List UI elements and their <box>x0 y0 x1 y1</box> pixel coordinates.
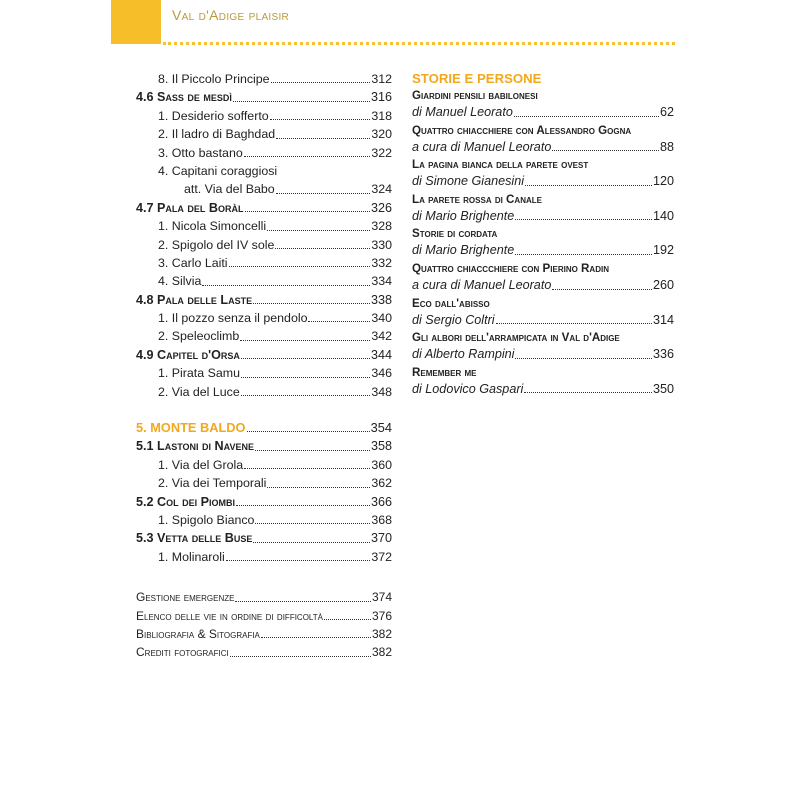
toc-entry-row[interactable] <box>136 309 392 327</box>
story-page: 120 <box>652 174 674 189</box>
story-author-row <box>412 139 674 157</box>
spacer <box>136 401 392 419</box>
toc-section-row[interactable] <box>136 291 392 309</box>
entry-page: 330 <box>371 237 392 252</box>
entry-title: 1. Nicola Simoncelli <box>158 219 267 234</box>
toc-entry-row[interactable] <box>136 456 392 474</box>
story-author-row <box>412 381 674 399</box>
entry-page: 366 <box>370 494 392 509</box>
dot-leader <box>230 656 371 657</box>
chapter-page: 354 <box>370 420 392 436</box>
toc-section-row[interactable] <box>136 493 392 511</box>
dot-leader <box>267 487 370 488</box>
story-author: a cura di Manuel Leorato <box>412 139 552 154</box>
entry-page: 342 <box>371 329 392 344</box>
toc-entry-row[interactable] <box>136 254 392 272</box>
story-author-row <box>412 208 674 226</box>
entry-title: 1. Molinaroli <box>158 549 225 564</box>
entry-title: 4.9 Capitel d'Orsa <box>136 347 240 362</box>
dot-leader <box>525 185 652 186</box>
entry-page: 318 <box>371 108 392 123</box>
toc-entry-row[interactable] <box>136 107 392 125</box>
toc-appendix-row[interactable] <box>136 643 392 661</box>
dot-leader <box>235 601 371 602</box>
toc-entry-row[interactable] <box>136 364 392 382</box>
entry-page: 382 <box>371 626 392 641</box>
entry-title: 5.3 Vetta delle Buse <box>136 531 253 546</box>
entry-page: 340 <box>371 311 392 326</box>
toc-monte-baldo-list <box>136 437 392 566</box>
entry-page: 382 <box>371 645 392 660</box>
toc-section-row[interactable] <box>136 346 392 364</box>
story-title: Eco dall'abisso <box>412 296 490 310</box>
entry-title: 2. Via dei Temporali <box>158 476 267 491</box>
story-author: di Mario Brighente <box>412 243 515 258</box>
story-entry[interactable] <box>412 122 674 157</box>
story-author: di Simone Gianesini <box>412 174 525 189</box>
storie-e-persone-heading: STORIE E PERSONE <box>412 71 542 86</box>
story-page: 62 <box>659 105 674 119</box>
dot-leader <box>552 150 659 151</box>
dot-leader <box>524 392 652 393</box>
entry-page: 360 <box>371 457 392 472</box>
dot-leader <box>240 340 370 341</box>
entry-page: 374 <box>371 590 392 605</box>
story-author: di Manuel Leorato <box>412 105 513 119</box>
dot-leader <box>233 101 370 102</box>
story-page: 192 <box>652 243 674 258</box>
toc-left-column <box>136 70 392 662</box>
entry-title: 4.6 Sass de mesdì <box>136 90 232 105</box>
spacer <box>136 566 392 588</box>
dot-leader <box>308 321 370 322</box>
toc-section-row[interactable] <box>136 529 392 547</box>
dot-leader <box>255 523 370 524</box>
toc-entry-row[interactable] <box>136 70 392 88</box>
dot-leader <box>271 82 371 83</box>
story-title: Gli albori dell'arrampicata in Val d'Adige <box>412 331 620 345</box>
dot-leader <box>267 230 370 231</box>
story-author-row <box>412 242 674 260</box>
entry-page: 324 <box>371 182 392 197</box>
toc-entry-row[interactable] <box>136 548 392 566</box>
entry-title: 2. Via del Luce <box>158 384 240 399</box>
story-author-row <box>412 173 674 191</box>
story-author-row <box>412 346 674 364</box>
entry-title: 3. Carlo Laiti <box>158 255 228 270</box>
toc-section-row[interactable] <box>136 88 392 106</box>
story-title: La parete rossa di Canale <box>412 192 542 206</box>
dot-leader <box>270 119 371 120</box>
story-author-row <box>412 104 674 122</box>
toc-appendix-row[interactable] <box>136 588 392 606</box>
entry-title: 1. Il pozzo senza il pendolo <box>158 311 308 326</box>
toc-entry-row[interactable] <box>136 236 392 254</box>
dot-leader <box>202 285 370 286</box>
entry-title: Bibliografia & Sitografia <box>136 626 260 641</box>
entry-title: 4. Silvia <box>158 274 202 289</box>
entry-page: 334 <box>371 274 392 289</box>
dot-leader <box>324 619 371 620</box>
entry-title: 4.8 Pala delle Laste <box>136 292 253 307</box>
dot-leader <box>244 468 370 469</box>
story-page: 260 <box>652 277 674 292</box>
dot-leader <box>515 254 652 255</box>
running-head: Val d'Adige plaisir <box>172 7 290 23</box>
entry-page: 332 <box>371 255 392 270</box>
dot-leader <box>515 219 652 220</box>
story-entry[interactable] <box>412 225 674 260</box>
entry-title: 1. Via del Grola <box>158 457 244 472</box>
dot-leader <box>275 248 370 249</box>
story-entry[interactable] <box>412 156 674 191</box>
toc-entry-row[interactable] <box>136 511 392 529</box>
story-author: di Lodovico Gaspari <box>412 381 524 396</box>
dot-leader <box>253 303 370 304</box>
toc-entry-row[interactable] <box>136 180 392 198</box>
entry-page: 312 <box>371 71 392 86</box>
entry-title: Elenco delle vie in ordine di difficoltà <box>136 608 323 623</box>
story-entry[interactable] <box>412 295 674 330</box>
story-entry[interactable] <box>412 87 674 122</box>
entry-page: 344 <box>370 347 392 362</box>
entry-title: 1. Spigolo Bianco <box>158 512 255 527</box>
entry-title: 5.2 Col dei Piombi <box>136 494 235 509</box>
story-page: 140 <box>652 208 674 223</box>
entry-title: Gestione emergenze <box>136 590 235 605</box>
dot-leader <box>514 116 659 117</box>
story-author: di Sergio Coltri <box>412 312 495 327</box>
dot-leader <box>229 266 371 267</box>
entry-page: 320 <box>371 127 392 142</box>
dot-leader <box>247 431 370 432</box>
entry-title: att. Via del Babo <box>184 182 275 197</box>
story-title: Quattro chiaccchiere con Pierino Radin <box>412 261 609 275</box>
entry-page: 376 <box>371 608 392 623</box>
story-author: di Mario Brighente <box>412 208 515 223</box>
toc-entry-row[interactable] <box>136 217 392 235</box>
toc-entry-row[interactable] <box>136 125 392 143</box>
entry-page: 348 <box>371 384 392 399</box>
entry-page: 358 <box>370 439 392 454</box>
toc-section-row[interactable] <box>136 437 392 455</box>
story-author-row <box>412 277 674 295</box>
toc-section-list <box>136 70 392 401</box>
toc-entry-row[interactable] <box>136 327 392 345</box>
storie-list <box>412 87 674 398</box>
dot-leader <box>244 156 371 157</box>
entry-page: 346 <box>371 366 392 381</box>
dot-leader <box>255 450 370 451</box>
story-title: Storie di cordata <box>412 227 498 241</box>
entry-page: 328 <box>371 219 392 234</box>
story-title: Remember me <box>412 365 477 379</box>
dot-leader <box>241 395 371 396</box>
story-entry[interactable] <box>412 260 674 295</box>
story-page: 88 <box>659 139 674 154</box>
entry-title: 5.1 Lastoni di Navene <box>136 439 254 454</box>
dot-leader <box>241 358 370 359</box>
dot-leader <box>241 377 370 378</box>
dot-leader <box>236 505 370 506</box>
entry-page: 368 <box>371 512 392 527</box>
story-entry[interactable] <box>412 364 674 399</box>
story-page: 314 <box>652 312 674 327</box>
dot-leader <box>276 138 370 139</box>
entry-page: 372 <box>371 549 392 564</box>
dot-leader <box>496 323 652 324</box>
toc-entry-row[interactable] <box>136 162 392 180</box>
toc-appendix-row[interactable] <box>136 625 392 643</box>
entry-title: 8. Il Piccolo Principe <box>158 71 270 86</box>
story-title: Giardini pensili babilonesi <box>412 89 538 102</box>
dot-leader <box>261 637 371 638</box>
toc-entry-row[interactable] <box>136 272 392 290</box>
story-page: 350 <box>652 381 674 396</box>
dot-leader <box>552 289 652 290</box>
entry-page: 322 <box>371 145 392 160</box>
story-entry[interactable] <box>412 191 674 226</box>
entry-title: 2. Il ladro di Baghdad <box>158 127 276 142</box>
dot-leader <box>245 211 370 212</box>
entry-title: 2. Speleoclimb <box>158 329 240 344</box>
dot-leader <box>276 193 371 194</box>
dot-leader <box>226 560 371 561</box>
entry-page: 338 <box>370 292 392 307</box>
entry-page: 316 <box>370 90 392 105</box>
story-page: 336 <box>652 347 674 362</box>
header-dotted-rule <box>163 42 675 45</box>
toc-entry-row[interactable] <box>136 144 392 162</box>
entry-title: Crediti fotografici <box>136 645 229 660</box>
header-accent-block <box>111 0 161 44</box>
entry-title: 4.7 Pala del Boràl <box>136 200 244 215</box>
entry-title: 4. Capitani coraggiosi <box>158 163 278 178</box>
dot-leader <box>253 542 370 543</box>
entry-title: 2. Spigolo del IV sole <box>158 237 275 252</box>
chapter-heading-monte-baldo[interactable] <box>136 419 392 437</box>
toc-entry-row[interactable] <box>136 383 392 401</box>
toc-entry-row[interactable] <box>136 474 392 492</box>
toc-appendix-row[interactable] <box>136 607 392 625</box>
toc-appendix-list <box>136 588 392 662</box>
story-author: a cura di Manuel Leorato <box>412 277 552 292</box>
entry-page: 370 <box>370 531 392 546</box>
dot-leader <box>515 358 652 359</box>
chapter-title: 5. MONTE BALDO <box>136 420 246 436</box>
entry-title: 1. Pirata Samu <box>158 366 240 381</box>
toc-right-column <box>412 70 674 398</box>
story-entry[interactable] <box>412 329 674 364</box>
entry-page: 362 <box>371 476 392 491</box>
toc-section-row[interactable] <box>136 199 392 217</box>
story-author-row <box>412 312 674 330</box>
story-title: La pagina bianca della parete ovest <box>412 158 589 172</box>
story-author: di Alberto Rampini <box>412 347 515 362</box>
entry-page: 326 <box>370 200 392 215</box>
story-title: Quattro chiacchiere con Alessandro Gogna <box>412 123 632 137</box>
entry-title: 3. Otto bastano <box>158 145 243 160</box>
entry-title: 1. Desiderio sofferto <box>158 108 269 123</box>
